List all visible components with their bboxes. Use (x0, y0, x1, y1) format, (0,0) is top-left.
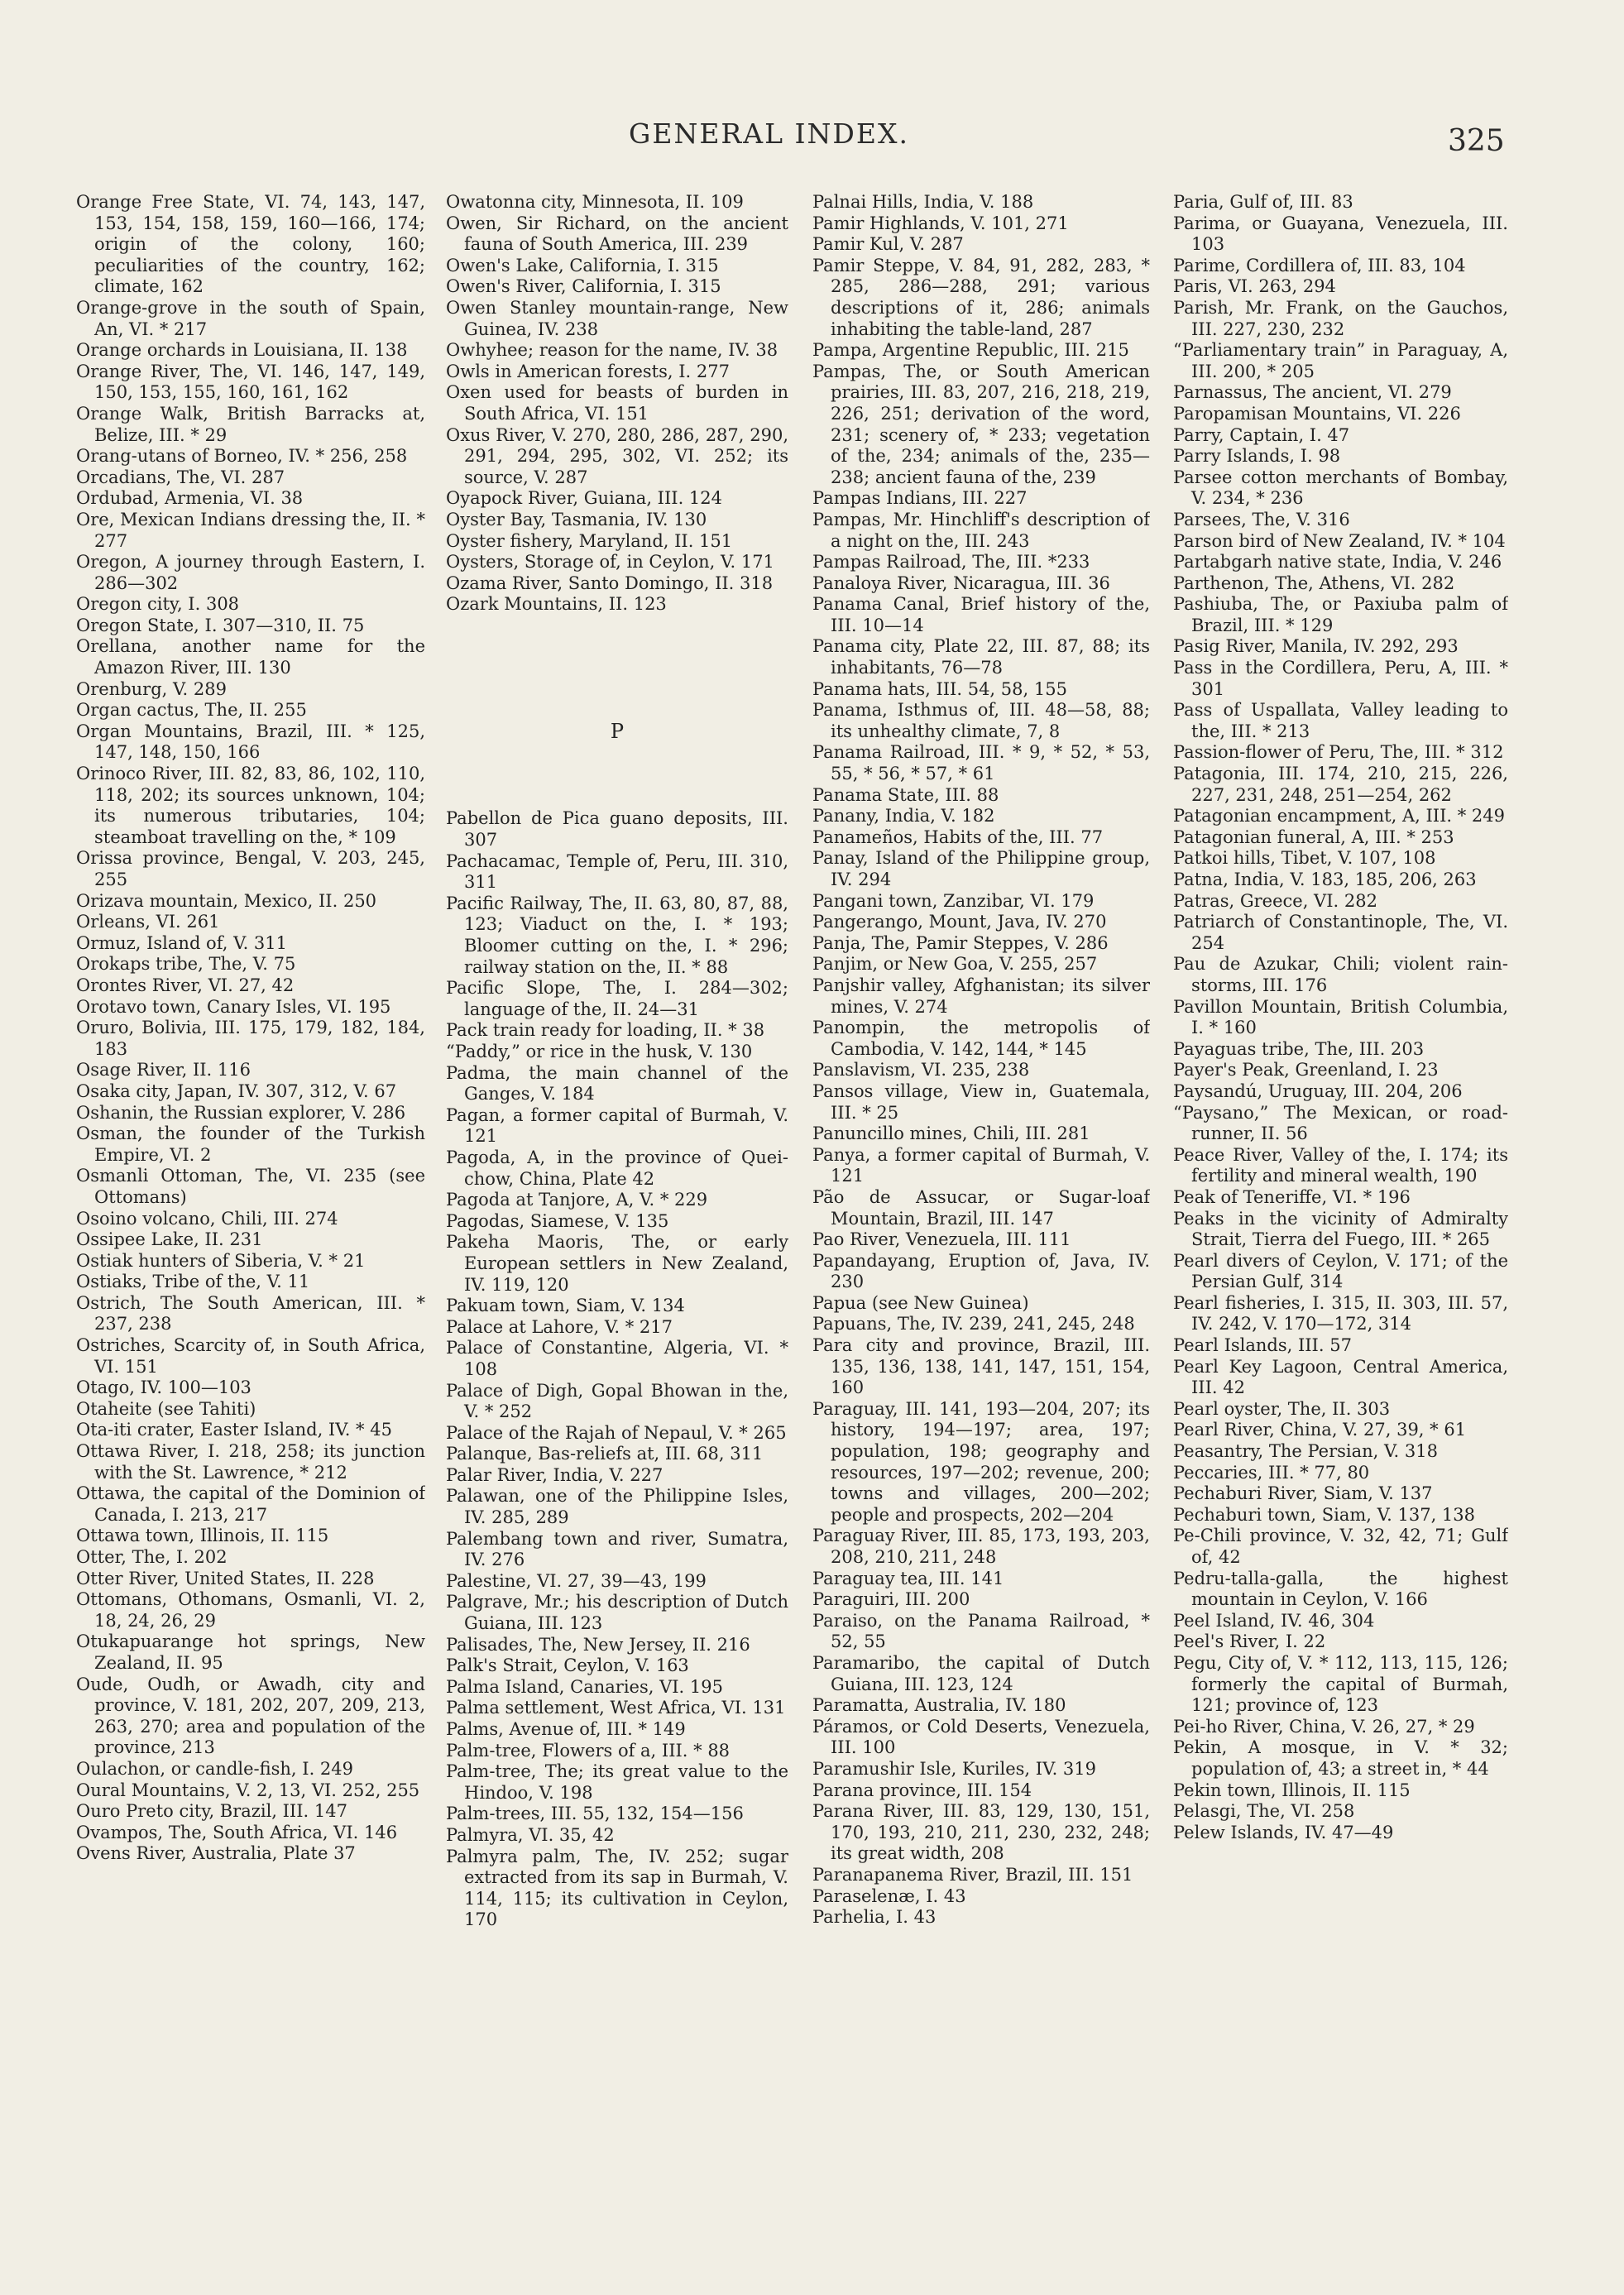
index-entry: Orontes River, VI. 27, 42 (76, 975, 295, 995)
index-entry: Palm-trees, III. 55, 132, 154—156 (446, 1804, 744, 1824)
index-entry: Otter River, United States, II. 228 (76, 1568, 375, 1588)
index-entry: Oxus River, V. 270, 280, 286, 287, 290, 291, 294, 295, 302, VI. 252; its source, V. 287 (446, 424, 788, 487)
index-entry: Peasantry, The Persian, V. 318 (1173, 1441, 1438, 1462)
index-entry: Oregon, A journey through Eastern, I. 286—302 (76, 552, 425, 593)
index-entry: Paraguay River, III. 85, 173, 193, 203, 208, 210, 211, 248 (812, 1526, 1150, 1567)
index-entry: Palmyra, VI. 35, 42 (446, 1824, 615, 1845)
index-entry: Peaks in the vicinity of Admiralty Strait, Tierra del Fuego, III. * 265 (1173, 1208, 1508, 1250)
index-entry: Pangani town, Zanzibar, VI. 179 (812, 890, 1095, 911)
index-entry: Panuncillo mines, Chili, III. 281 (812, 1124, 1090, 1144)
index-entry: Owen's Lake, California, I. 315 (446, 255, 719, 275)
index-entry: Orang-utans of Borneo, IV. * 256, 258 (76, 446, 408, 467)
section-letter: P (610, 719, 625, 743)
index-entry: Pampas, The, or South American prairies, III. 83, 207, 216, 218, 219, 226, 251; derivation of the word, 231; scenery of, * 233; vegetation of the, 234; animals of the, 235—238; ancient fauna of the, 239 (812, 361, 1150, 487)
index-entry: Pau de Azukar, Chili; violent rain-storms, III. 176 (1173, 954, 1508, 995)
index-entry: Paraguay, III. 141, 193—204, 207; its history, 194—197; area, 197; population, 198; geography and resources, 197—202; revenue, 200; towns and villages, 200—202; people and prospects, 202—204 (812, 1398, 1150, 1525)
index-entry: Parhelia, I. 43 (812, 1907, 937, 1928)
index-entry: “Paysano,” The Mexican, or road-runner, II. 56 (1173, 1102, 1508, 1144)
index-entry: Panama State, III. 88 (812, 784, 999, 805)
index-entry: Pelew Islands, IV. 47—49 (1173, 1822, 1394, 1842)
index-entry: Ottawa, the capital of the Dominion of Canada, I. 213, 217 (76, 1483, 425, 1525)
index-entry: Peel Island, IV. 46, 304 (1173, 1610, 1375, 1631)
index-entry: Ouro Preto city, Brazil, III. 147 (76, 1801, 347, 1822)
index-entry: Pearl fisheries, I. 315, II. 303, III. 57, IV. 242, V. 170—172, 314 (1173, 1292, 1508, 1334)
index-entry: Pass in the Cordillera, Peru, A, III. * 301 (1173, 658, 1508, 699)
index-entry: Paramaribo, the capital of Dutch Guiana, III. 123, 124 (812, 1652, 1150, 1694)
index-column-4 (1173, 192, 1508, 1843)
index-entry: Palk's Strait, Ceylon, V. 163 (446, 1655, 689, 1676)
index-entry: Palestine, VI. 27, 39—43, 199 (446, 1570, 707, 1591)
index-entry: “Parliamentary train” in Paraguay, A, III. 200, * 205 (1173, 340, 1508, 381)
index-entry: Panama Railroad, III. * 9, * 52, * 53, 55, * 56, * 57, * 61 (812, 742, 1150, 784)
index-entry: Palms, Avenue of, III. * 149 (446, 1719, 686, 1739)
index-entry: Pack train ready for loading, II. * 38 (446, 1020, 765, 1041)
index-entry: Pekin town, Illinois, II. 115 (1173, 1780, 1411, 1800)
index-entry: Pakuam town, Siam, V. 134 (446, 1296, 685, 1316)
index-entry: Ota-iti crater, Easter Island, IV. * 45 (76, 1420, 392, 1440)
index-entry: Pechaburi town, Siam, V. 137, 138 (1173, 1504, 1475, 1525)
index-entry: Parry Islands, I. 98 (1173, 446, 1341, 467)
index-entry: Orange Free State, VI. 74, 143, 147, 153, 154, 158, 159, 160—166, 174; origin of the colony, 160; peculiarities of the country, 162; climate, 162 (76, 192, 425, 297)
index-entry: Parana River, III. 83, 129, 130, 151, 170, 193, 210, 211, 230, 232, 248; its great width, 208 (812, 1801, 1150, 1864)
index-entry: Pampas, Mr. Hinchliff's description of a night on the, III. 243 (812, 509, 1150, 551)
index-entry: Panama, Isthmus of, III. 48—58, 88; its unhealthy climate, 7, 8 (812, 700, 1150, 741)
index-entry: Pelasgi, The, VI. 258 (1173, 1801, 1355, 1822)
index-entry: Pavillon Mountain, British Columbia, I. * 160 (1173, 996, 1508, 1038)
index-entry: Panslavism, VI. 235, 238 (812, 1060, 1030, 1080)
index-entry: Pacific Slope, The, I. 284—302; language of the, II. 24—31 (446, 978, 788, 1019)
index-entry: Orinoco River, III. 82, 83, 86, 102, 110, 118, 202; its sources unknown, 104; its numerous tributaries, 104; steamboat travelling on the, * 109 (76, 764, 425, 847)
index-entry: Patriarch of Constantinople, The, VI. 254 (1173, 912, 1508, 953)
index-entry: Panya, a former capital of Burmah, V. 121 (812, 1144, 1150, 1186)
index-entry: Paramatta, Australia, IV. 180 (812, 1695, 1066, 1716)
index-entry: Patkoi hills, Tibet, V. 107, 108 (1173, 848, 1436, 869)
index-entry: Partabgarh native state, India, V. 246 (1173, 552, 1502, 573)
index-entry: Orange Walk, British Barracks at, Belize, III. * 29 (76, 403, 425, 445)
index-entry: Palma Island, Canaries, VI. 195 (446, 1676, 723, 1697)
index-entry: Ostiaks, Tribe of the, V. 11 (76, 1272, 310, 1292)
index-entry: Ovampos, The, South Africa, VI. 146 (76, 1822, 398, 1842)
index-entry: Osage River, II. 116 (76, 1060, 251, 1080)
index-entry: Pagoda at Tanjore, A, V. * 229 (446, 1190, 708, 1210)
index-entry: Owen's River, California, I. 315 (446, 276, 721, 297)
index-entry: Parime, Cordillera of, III. 83, 104 (1173, 255, 1466, 275)
index-entry: Pearl Islands, III. 57 (1173, 1335, 1352, 1356)
index-entry: Ottomans, Othomans, Osmanli, VI. 2, 18, 24, 26, 29 (76, 1589, 425, 1631)
index-entry: Paraguay tea, III. 141 (812, 1568, 1004, 1588)
index-entry: Otago, IV. 100—103 (76, 1377, 252, 1398)
index-entry: Palgrave, Mr.; his description of Dutch Guiana, III. 123 (446, 1592, 788, 1634)
index-entry: Oyapock River, Guiana, III. 124 (446, 488, 723, 509)
index-entry: Pansos village, View in, Guatemala, III. * 25 (812, 1080, 1150, 1123)
index-entry: Oruro, Bolivia, III. 175, 179, 182, 184, 183 (76, 1018, 425, 1059)
index-entry: Pass of Uspallata, Valley leading to the, III. * 213 (1173, 700, 1508, 741)
index-entry: Pagan, a former capital of Burmah, V. 121 (446, 1104, 788, 1147)
index-entry: Orenburg, V. 289 (76, 678, 227, 699)
index-entry: Pearl oyster, The, II. 303 (1173, 1398, 1391, 1419)
index-entry: Oxen used for beasts of burden in South Africa, VI. 151 (446, 382, 788, 424)
index-entry: Parnassus, The ancient, VI. 279 (1173, 382, 1452, 403)
index-entry: Patna, India, V. 183, 185, 206, 263 (1173, 870, 1477, 889)
index-entry: Palace of Constantine, Algeria, VI. * 108 (446, 1338, 788, 1379)
index-entry: Orissa province, Bengal, V. 203, 245, 255 (76, 848, 425, 889)
index-entry: Para city and province, Brazil, III. 135, 136, 138, 141, 147, 151, 154, 160 (812, 1335, 1150, 1398)
index-entry: Paraguiri, III. 200 (812, 1589, 970, 1610)
index-column-3 (812, 192, 1150, 1928)
index-entry: Orellana, another name for the Amazon River, III. 130 (76, 636, 425, 678)
index-entry: Ostrich, The South American, III. * 237, 238 (76, 1292, 425, 1334)
index-entry: Parima, or Guayana, Venezuela, III. 103 (1173, 213, 1508, 255)
index-entry: Panama Canal, Brief history of the, III. 10—14 (812, 594, 1150, 635)
index-entry: Orokaps tribe, The, V. 75 (76, 954, 296, 975)
index-entry: Papuans, The, IV. 239, 241, 245, 248 (812, 1314, 1135, 1334)
index-entry: Orizava mountain, Mexico, II. 250 (76, 890, 377, 911)
index-entry: Oysters, Storage of, in Ceylon, V. 171 (446, 552, 774, 573)
index-entry: Panompin, the metropolis of Cambodia, V. 142, 144, * 145 (812, 1018, 1150, 1059)
index-column-1 (76, 192, 425, 1865)
index-entry: Organ cactus, The, II. 255 (76, 700, 307, 721)
index-entry: Palace of Digh, Gopal Bhowan in the, V. * 252 (446, 1380, 788, 1422)
index-entry: Palma settlement, West Africa, VI. 131 (446, 1698, 786, 1718)
index-entry: Parsee cotton merchants of Bombay, V. 234, * 236 (1173, 467, 1508, 509)
index-entry: Palm-tree, The; its great value to the Hindoo, V. 198 (446, 1761, 788, 1803)
index-entry: Papandayang, Eruption of, Java, IV. 230 (812, 1250, 1150, 1292)
index-entry: Ostriches, Scarcity of, in South Africa, VI. 151 (76, 1335, 425, 1377)
index-entry: Pampas Indians, III. 227 (812, 488, 1028, 509)
index-entry: Otter, The, I. 202 (76, 1547, 228, 1567)
index-entry: Palace of the Rajah of Nepaul, V. * 265 (446, 1422, 787, 1443)
index-entry: Ordubad, Armenia, VI. 38 (76, 488, 304, 509)
index-entry: Orcadians, The, VI. 287 (76, 467, 285, 487)
index-entry: Pangerango, Mount, Java, IV. 270 (812, 912, 1107, 932)
index-entry: Páramos, or Cold Deserts, Venezuela, III. 100 (812, 1716, 1150, 1758)
index-entry: Panameños, Habits of the, III. 77 (812, 826, 1104, 847)
index-entry: Pao River, Venezuela, III. 111 (812, 1229, 1071, 1250)
index-entry: Palisades, The, New Jersey, II. 216 (446, 1634, 750, 1655)
index-entry: Pearl divers of Ceylon, V. 171; of the Persian Gulf, 314 (1173, 1250, 1508, 1292)
index-entry: Orange orchards in Louisiana, II. 138 (76, 340, 408, 361)
index-entry: Pekin, A mosque, in V. * 32; population of, 43; a street in, * 44 (1173, 1737, 1508, 1779)
index-entry: Pei-ho River, China, V. 26, 27, * 29 (1173, 1716, 1475, 1737)
index-entry: Ormuz, Island of, V. 311 (76, 932, 288, 953)
index-entry: Pasig River, Manila, IV. 292, 293 (1173, 636, 1459, 657)
index-entry: Panama hats, III. 54, 58, 155 (812, 678, 1067, 699)
index-entry: Patagonia, III. 174, 210, 215, 226, 227, 231, 248, 251—254, 262 (1173, 764, 1508, 805)
index-entry: Patagonian encampment, A, III. * 249 (1173, 806, 1505, 826)
index-entry: Owls in American forests, I. 277 (446, 361, 730, 381)
index-entry: Pedru-talla-galla, the highest mountain in Ceylon, V. 166 (1173, 1568, 1508, 1610)
index-entry: Parson bird of New Zealand, IV. * 104 (1173, 530, 1506, 551)
index-entry: Palawan, one of the Philippine Isles, IV. 285, 289 (446, 1486, 788, 1528)
index-entry: Pechaburi River, Siam, V. 137 (1173, 1483, 1433, 1504)
index-entry: Paris, VI. 263, 294 (1173, 276, 1336, 297)
index-column-2 (446, 192, 788, 1931)
index-entry: Ozark Mountains, II. 123 (446, 594, 667, 615)
index-entry: Ore, Mexican Indians dressing the, II. * 277 (76, 509, 425, 551)
index-entry: Panja, The, Pamir Steppes, V. 286 (812, 932, 1109, 953)
index-entry: Pearl River, China, V. 27, 39, * 61 (1173, 1420, 1467, 1440)
index-entry: Pakeha Maoris, The, or early European settlers in New Zealand, IV. 119, 120 (446, 1232, 788, 1295)
index-entry: Palace at Lahore, V. * 217 (446, 1316, 673, 1337)
index-entry: Paysandú, Uruguay, III. 204, 206 (1173, 1080, 1463, 1101)
index-entry: Pagoda, A, in the province of Quei-chow, China, Plate 42 (446, 1147, 788, 1189)
index-entry: Pampa, Argentine Republic, III. 215 (812, 340, 1129, 361)
index-entry: Panjim, or New Goa, V. 255, 257 (812, 954, 1098, 975)
index-entry: Orange River, The, VI. 146, 147, 149, 150, 153, 155, 160, 161, 162 (76, 361, 425, 403)
index-entry: Pão de Assucar, or Sugar-loaf Mountain, Brazil, III. 147 (812, 1186, 1150, 1229)
index-entry: Orleans, VI. 261 (76, 912, 220, 932)
index-entry: Palnai Hills, India, V. 188 (812, 192, 1034, 212)
index-entry: Owen, Sir Richard, on the ancient fauna of South America, III. 239 (446, 213, 788, 255)
index-entry: Owhyhee; reason for the name, IV. 38 (446, 340, 778, 361)
index-entry: Pegu, City of, V. * 112, 113, 115, 126; formerly the capital of Burmah, 121; province of, 123 (1173, 1652, 1508, 1716)
index-entry: Passion-flower of Peru, The, III. * 312 (1173, 742, 1504, 763)
running-title: GENERAL INDEX. (629, 117, 909, 150)
index-entry: Panany, India, V. 182 (812, 806, 995, 826)
index-entry: Peak of Teneriffe, VI. * 196 (1173, 1186, 1411, 1207)
index-entry: Pe-Chili province, V. 32, 42, 71; Gulf of, 42 (1173, 1526, 1508, 1567)
index-entry: Palar River, India, V. 227 (446, 1464, 663, 1485)
index-entry: Parsees, The, V. 316 (1173, 509, 1350, 529)
index-entry: Payaguas tribe, The, III. 203 (1173, 1038, 1425, 1059)
index-entry: Osoino volcano, Chili, III. 274 (76, 1208, 338, 1229)
index-entry: Orange-grove in the south of Spain, An, VI. * 217 (76, 297, 425, 339)
index-entry: Patras, Greece, VI. 282 (1173, 890, 1377, 911)
index-entry: Parish, Mr. Frank, on the Gauchos, III. 227, 230, 232 (1173, 297, 1508, 339)
index-entry: Pamir Highlands, V. 101, 271 (812, 213, 1069, 233)
index-entry: Otukapuarange hot springs, New Zealand, II. 95 (76, 1631, 425, 1673)
index-entry: Ossipee Lake, II. 231 (76, 1229, 263, 1250)
index-entry: Panjshir valley, Afghanistan; its silver mines, V. 274 (812, 975, 1150, 1017)
index-entry: Oyster fishery, Maryland, II. 151 (446, 530, 733, 551)
index-entry: Oyster Bay, Tasmania, IV. 130 (446, 509, 707, 529)
index-entry: Patagonian funeral, A, III. * 253 (1173, 826, 1454, 847)
index-entry: Ozama River, Santo Domingo, II. 318 (446, 573, 774, 593)
index-entry: Padma, the main channel of the Ganges, V. 184 (446, 1062, 788, 1104)
index-entry: Osmanli Ottoman, The, VI. 235 (see Ottomans) (76, 1166, 425, 1207)
index-entry: Oregon State, I. 307—310, II. 75 (76, 615, 365, 635)
index-entry: Oshanin, the Russian explorer, V. 286 (76, 1102, 406, 1123)
index-entry: Osaka city, Japan, IV. 307, 312, V. 67 (76, 1080, 397, 1101)
index-entry: Panaloya River, Nicaragua, III. 36 (812, 573, 1110, 593)
index-entry: Palembang town and river, Sumatra, IV. 276 (446, 1528, 788, 1570)
index-entry: Orotavo town, Canary Isles, VI. 195 (76, 996, 391, 1017)
index-entry: “Paddy,” or rice in the husk, V. 130 (446, 1042, 753, 1061)
index-entry: Peccaries, III. * 77, 80 (1173, 1462, 1370, 1483)
index-entry: Peel's River, I. 22 (1173, 1631, 1326, 1652)
index-entry: Papua (see New Guinea) (812, 1292, 1029, 1313)
index-entry: Palanque, Bas-reliefs at, III. 68, 311 (446, 1444, 764, 1464)
index-entry: Pabellon de Pica guano deposits, III. 307 (446, 808, 788, 850)
index-entry: Pampas Railroad, The, III. *233 (812, 552, 1090, 573)
index-entry: Pashiuba, The, or Paxiuba palm of Brazil, III. * 129 (1173, 594, 1508, 635)
index-entry: Oude, Oudh, or Awadh, city and province, V. 181, 202, 207, 209, 213, 263, 270; area and population of the province, 213 (76, 1674, 425, 1758)
index-entry: Paranapanema River, Brazil, III. 151 (812, 1864, 1133, 1885)
index-entry: Paraselenæ, I. 43 (812, 1885, 966, 1906)
index-entry: Peace River, Valley of the, I. 174; its fertility and mineral wealth, 190 (1173, 1144, 1508, 1186)
index-entry: Pearl Key Lagoon, Central America, III. 42 (1173, 1356, 1508, 1398)
index-entry: Ottawa River, I. 218, 258; its junction with the St. Lawrence, * 212 (76, 1441, 425, 1483)
index-entry: Owen Stanley mountain-range, New Guinea, IV. 238 (446, 297, 788, 339)
index-entry: Osman, the founder of the Turkish Empire, VI. 2 (76, 1124, 425, 1165)
index-entry: Pamir Kul, V. 287 (812, 234, 964, 255)
index-entry: Otaheite (see Tahiti) (76, 1398, 256, 1419)
index-entry: Panay, Island of the Philippine group, IV. 294 (812, 848, 1150, 889)
index-entry: Panama city, Plate 22, III. 87, 88; its inhabitants, 76—78 (812, 636, 1150, 678)
index-entry: Palmyra palm, The, IV. 252; sugar extracted from its sap in Burmah, V. 114, 115; its cultivation in Ceylon, 170 (446, 1846, 788, 1930)
index-entry: Oural Mountains, V. 2, 13, VI. 252, 255 (76, 1780, 420, 1800)
index-entry: Paria, Gulf of, III. 83 (1173, 192, 1353, 212)
page-number: 325 (1448, 124, 1505, 158)
index-entry: Pagodas, Siamese, V. 135 (446, 1210, 669, 1231)
index-entry: Palm-tree, Flowers of a, III. * 88 (446, 1740, 731, 1761)
index-entry: Owatonna city, Minnesota, II. 109 (446, 192, 744, 212)
index-entry: Oulachon, or candle-fish, I. 249 (76, 1758, 354, 1779)
index-entry: Parry, Captain, I. 47 (1173, 424, 1350, 445)
index-entry: Oregon city, I. 308 (76, 594, 240, 615)
index-entry: Paramushir Isle, Kuriles, IV. 319 (812, 1758, 1097, 1779)
index-entry: Pamir Steppe, V. 84, 91, 282, 283, * 285, 286—288, 291; various descriptions of it, 286; animals inhabiting the table-land, 287 (812, 255, 1150, 339)
index-entry: Ostiak hunters of Siberia, V. * 21 (76, 1250, 366, 1271)
index-entry: Pacific Railway, The, II. 63, 80, 87, 88, 123; Viaduct on the, I. * 193; Bloomer cutting on the, I. * 296; railway station on the, II. * 88 (446, 893, 788, 977)
index-entry: Paropamisan Mountains, VI. 226 (1173, 403, 1461, 424)
index-entry: Ottawa town, Illinois, II. 115 (76, 1526, 329, 1546)
index-entry: Parana province, III. 154 (812, 1780, 1032, 1800)
index-entry: Ovens River, Australia, Plate 37 (76, 1843, 356, 1864)
index-entry: Pachacamac, Temple of, Peru, III. 310, 311 (446, 850, 788, 893)
index-entry: Paraiso, on the Panama Railroad, * 52, 55 (812, 1610, 1150, 1652)
index-entry: Payer's Peak, Greenland, I. 23 (1173, 1060, 1439, 1080)
index-entry: Parthenon, The, Athens, VI. 282 (1173, 573, 1455, 593)
index-entry: Organ Mountains, Brazil, III. * 125, 147, 148, 150, 166 (76, 721, 425, 763)
